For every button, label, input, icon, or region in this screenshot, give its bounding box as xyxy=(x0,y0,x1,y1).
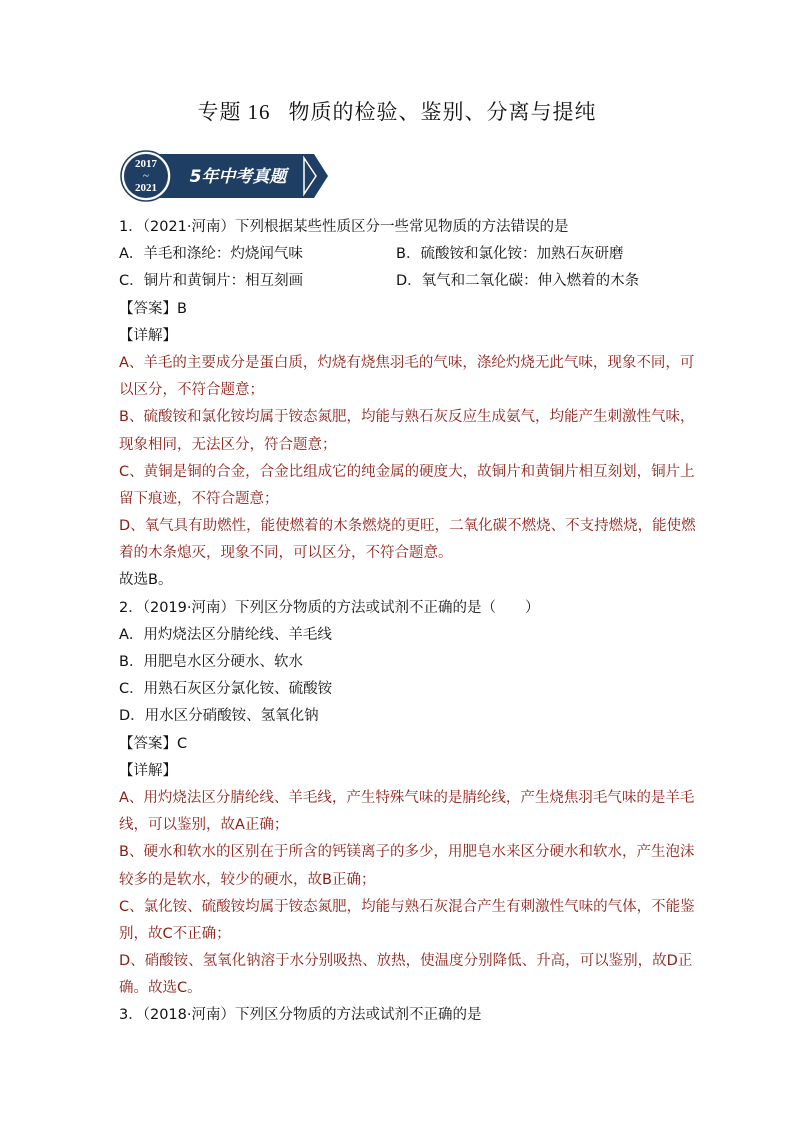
question-1-answer: 【答案】B xyxy=(119,300,187,317)
banner-year-end: 2021 xyxy=(135,182,157,194)
question-2-detail-line: C、氯化铵、硫酸铵均属于铵态氮肥，均能与熟石灰混合产生有刺激性气味的气体，不能鉴 xyxy=(119,898,695,915)
banner-label: 5年中考真题 xyxy=(189,167,287,187)
question-2-detail-line: B、硬水和软水的区别在于所含的钙镁离子的多少，用肥皂水来区分硬水和软水，产生泡沫 xyxy=(119,844,695,861)
question-1-detail-line: B、硫酸铵和氯化铵均属于铵态氮肥，均能与熟石灰反应生成氨气，均能产生刺激性气味， xyxy=(119,409,695,426)
question-list xyxy=(119,214,696,1030)
question-1-detail-line: 以区分，不符合题意； xyxy=(119,382,264,399)
question-1-detail-line: A、羊毛的主要成分是蛋白质，灼烧有烧焦羽毛的气味，涤纶灼烧无此气味，现象不同，可 xyxy=(119,354,695,371)
banner-year-start: 2017 xyxy=(135,158,157,170)
page-title xyxy=(0,96,794,126)
question-1-options-row-2 xyxy=(119,268,689,295)
question-2-detail-line: 别，故C不正确； xyxy=(119,925,231,942)
question-1-option-b: B．硫酸铵和氯化铵：加熟石灰研磨 xyxy=(396,246,624,263)
question-1-detail-line: 着的木条熄灭，现象不同，可以区分，不符合题意。 xyxy=(119,545,453,562)
question-2-detail-label: 【详解】 xyxy=(119,762,177,779)
question-1-option-c: C．铜片和黄铜片：相互刻画 xyxy=(119,273,304,290)
question-2-option-c: C．用熟石灰区分氯化铵、硫酸铵 xyxy=(119,681,333,698)
question-2-detail-line: 确。故选C。 xyxy=(119,980,202,997)
question-1-option-a: A．羊毛和涤纶：灼烧闻气味 xyxy=(119,246,303,263)
title-number: 16 xyxy=(247,100,271,124)
question-1-detail-line: D、氧气具有助燃性，能使燃着的木条燃烧的更旺，二氧化碳不燃烧、不支持燃烧，能使燃 xyxy=(119,518,696,535)
question-1-stem: 1．（2021·河南）下列根据某些性质区分一些常见物质的方法错误的是 xyxy=(119,219,569,235)
question-2-detail-line: 线，可以鉴别，故A正确； xyxy=(119,817,289,834)
question-1-detail-label: 【详解】 xyxy=(119,327,177,344)
question-1-detail-line: 现象相同，无法区分，符合题意； xyxy=(119,436,337,453)
question-1-options-row-1 xyxy=(119,241,689,268)
question-1-detail-line: C、黄铜是铜的合金，合金比组成它的纯金属的硬度大，故铜片和黄铜片相互刻划，铜片上 xyxy=(119,463,695,480)
question-2-option-d: D．用水区分硝酸铵、氢氧化钠 xyxy=(119,708,319,725)
question-2-detail-line: 较多的是软水，较少的硬水，故B正确； xyxy=(119,871,376,888)
question-2-answer: 【答案】C xyxy=(119,735,188,752)
question-1-option-d: D．氧气和二氧化碳：伸入燃着的木条 xyxy=(396,273,640,290)
title-prefix: 专题 xyxy=(197,100,242,124)
question-3-stem: 3．（2018·河南）下列区分物质的方法或试剂不正确的是 xyxy=(119,1007,482,1024)
question-2-detail-line: D、硝酸铵、氢氧化钠溶于水分别吸热、放热，使温度分别降低、升高，可以鉴别，故D正 xyxy=(119,953,693,970)
title-text: 物质的检验、鉴别、分离与提纯 xyxy=(288,100,597,124)
section-banner xyxy=(118,150,330,202)
banner-tilde: ~ xyxy=(143,170,149,182)
question-2-detail-line: A、用灼烧法区分腈纶线、羊毛线，产生特殊气味的是腈纶线，产生烧焦羽毛气味的是羊毛 xyxy=(119,789,695,806)
question-1-conclusion: 故选B。 xyxy=(119,572,173,589)
question-2-stem: 2．（2019·河南）下列区分物质的方法或试剂不正确的是（ ） xyxy=(119,599,540,616)
question-2-option-a: A．用灼烧法区分腈纶线、羊毛线 xyxy=(119,626,332,643)
question-1-detail-line: 留下痕迹，不符合题意； xyxy=(119,490,279,507)
question-2-option-b: B．用肥皂水区分硬水、软水 xyxy=(119,654,303,670)
